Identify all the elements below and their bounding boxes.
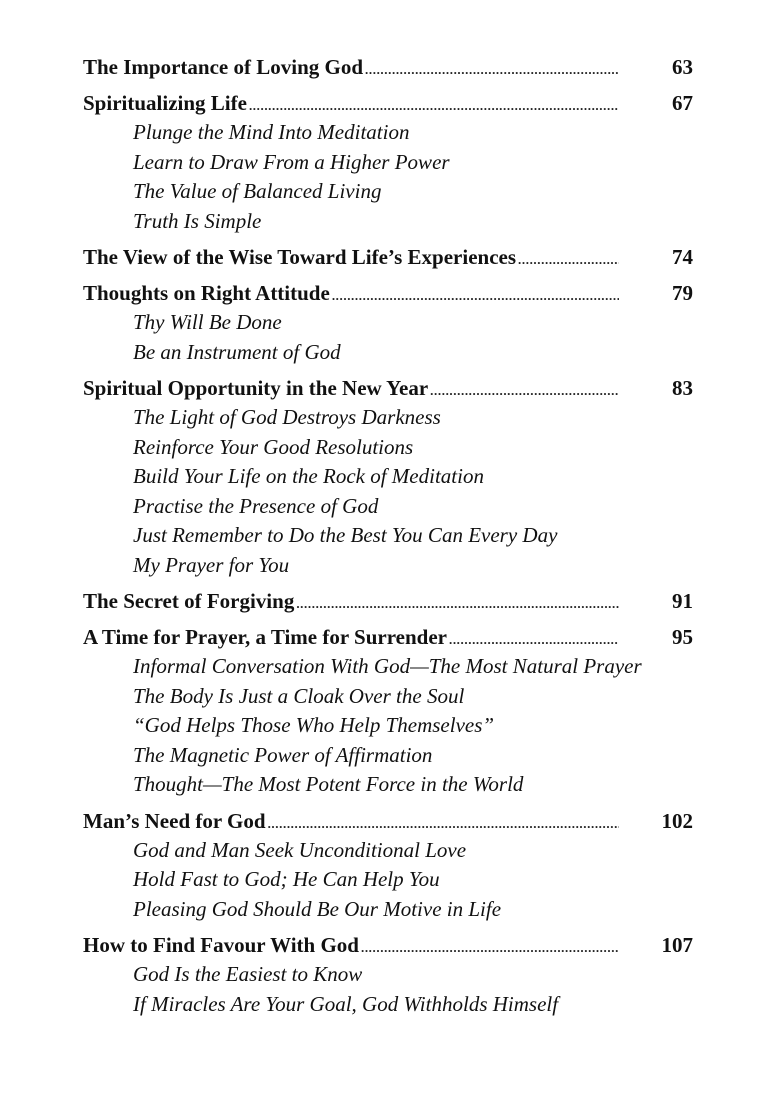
subsection-title: Pleasing God Should Be Our Motive in Life [133,896,502,921]
subsection-title: Be an Instrument of God [133,339,341,364]
page-number: 79 [672,281,693,305]
chapter-title: How to Find Favour With God [83,933,359,957]
subsection-list [133,403,693,580]
toc-heading-row [83,622,693,652]
dot-leader [268,809,619,839]
toc-heading-row [83,88,693,118]
subsection-list [133,960,693,1019]
toc-entry [83,373,693,580]
dot-leader [361,933,619,963]
subsection-title: Just Remember to Do the Best You Can Every Day [133,523,558,547]
subsection-title: The Value of Balanced Living [133,179,382,203]
page-number: 107 [661,933,693,957]
subsection-list [133,652,693,800]
toc-heading-row [83,930,693,960]
subsection-title: The Light of God Destroys Darkness [133,405,441,429]
subsection-title: Thy Will Be Done [133,310,282,334]
chapter-title: The Secret of Forgiving [83,589,295,613]
page-number: 83 [672,376,693,400]
toc-entry [83,242,693,272]
page-number: 102 [661,808,693,833]
subsection-title: The Magnetic Power of Affirmation [133,742,433,767]
dot-leader [332,281,619,311]
chapter-title: Spiritual Opportunity in the New Year [83,376,429,400]
dot-leader [365,55,619,85]
subsection-title: My Prayer for You [133,552,290,577]
chapter-title: Man’s Need for God [83,808,266,833]
subsection-title: If Miracles Are Your Goal, God Withholds Himself [133,991,559,1016]
subsection-title: God Is the Easiest to Know [133,962,363,986]
subsection-title: Reinforce Your Good Resolutions [133,434,414,459]
toc-entry [83,52,693,82]
chapter-title: Thoughts on Right Attitude [83,281,330,305]
toc-entry [83,88,693,236]
toc-heading-row [83,806,693,836]
toc-entry [83,806,693,925]
toc-heading-row [83,242,693,272]
subsection-list [133,836,693,925]
toc-entry [83,930,693,1019]
toc-entry [83,622,693,800]
page-number: 63 [672,55,693,79]
page-number: 95 [672,625,693,649]
dot-leader [518,245,619,275]
dot-leader [449,625,619,655]
toc-heading-row [83,52,693,82]
dot-leader [430,376,619,406]
dot-leader [296,589,619,619]
subsection-list [133,308,693,367]
subsection-title: Learn to Draw From a Higher Power [133,149,450,174]
subsection-title: “God Helps Those Who Help Themselves” [133,713,495,737]
subsection-title: The Body Is Just a Cloak Over the Soul [133,683,465,708]
subsection-title: Plunge the Mind Into Meditation [133,120,410,144]
subsection-title: Thought—The Most Potent Force in the World [133,772,524,796]
toc-entry [83,278,693,367]
subsection-title: Truth Is Simple [133,208,262,233]
toc-entry [83,586,693,616]
subsection-list [133,118,693,236]
toc-heading-row [83,373,693,403]
page-number: 74 [672,245,693,269]
subsection-title: God and Man Seek Unconditional Love [133,837,467,862]
subsection-title: Hold Fast to God; He Can Help You [133,867,440,891]
page-number: 91 [672,589,693,613]
subsection-title: Practise the Presence of God [133,493,379,518]
page-number: 67 [672,91,693,115]
dot-leader [249,91,619,121]
chapter-title: The Importance of Loving God [83,55,364,79]
subsection-title: Informal Conversation With God—The Most Natural Prayer [133,654,642,678]
table-of-contents [83,52,693,1019]
toc-heading-row [83,278,693,308]
subsection-title: Build Your Life on the Rock of Meditation [133,464,484,488]
chapter-title: The View of the Wise Toward Life’s Experiences [83,245,517,269]
chapter-title: Spiritualizing Life [83,91,247,115]
chapter-title: A Time for Prayer, a Time for Surrender [83,625,447,649]
toc-heading-row [83,586,693,616]
